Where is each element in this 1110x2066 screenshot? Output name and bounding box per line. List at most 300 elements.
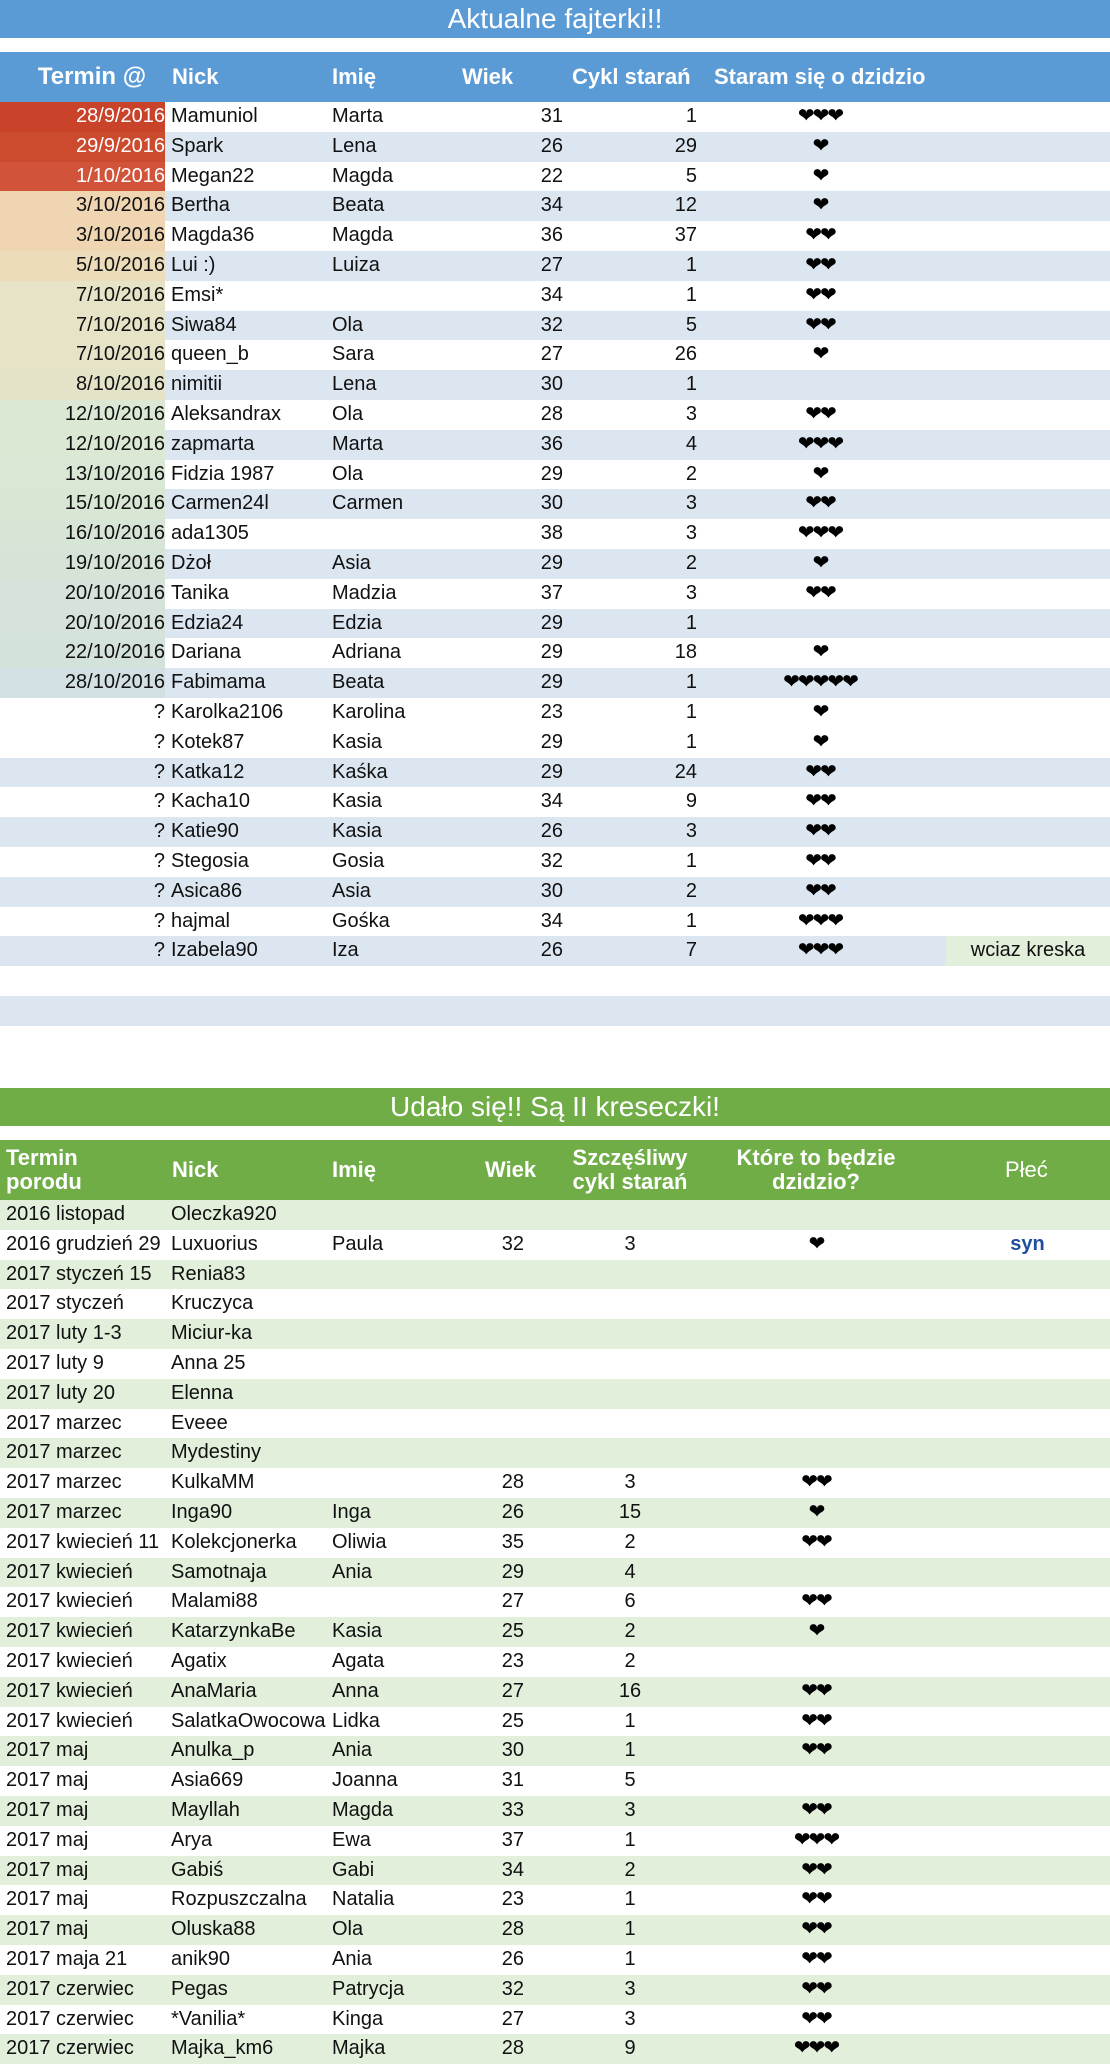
due-date-cell: 2017 maj bbox=[6, 1739, 89, 1762]
name-cell: Lidka bbox=[332, 1709, 380, 1732]
cycle-cell: 18 bbox=[674, 641, 697, 664]
age-cell: 28 bbox=[501, 2037, 524, 2060]
cycle-cell: 5 bbox=[685, 164, 697, 187]
nick-cell: Oluska88 bbox=[171, 1918, 256, 1941]
due-date-cell: 2017 maj bbox=[6, 1798, 89, 1821]
header-wiek: Wiek bbox=[485, 1157, 537, 1182]
nick-cell: Mydestiny bbox=[171, 1441, 262, 1464]
hearts-cell: ❤❤ bbox=[805, 581, 835, 604]
age-cell: 23 bbox=[501, 1649, 524, 1672]
name-cell: Joanna bbox=[332, 1769, 398, 1792]
due-date-cell: 2017 kwiecień bbox=[6, 1649, 133, 1672]
table-row bbox=[0, 340, 1110, 370]
age-cell: 36 bbox=[540, 432, 563, 455]
date-cell: 7/10/2016 bbox=[0, 311, 165, 341]
hearts-cell: ❤❤❤ bbox=[797, 105, 843, 127]
success-table bbox=[0, 1200, 1110, 2064]
cycle-cell: 1 bbox=[624, 1918, 636, 1941]
due-date-cell: 2017 czerwiec bbox=[6, 2007, 134, 2030]
name-cell: Beata bbox=[332, 671, 385, 694]
name-cell: Kasia bbox=[332, 820, 383, 843]
name-cell: Kasia bbox=[332, 1620, 383, 1643]
nick-cell: Asia669 bbox=[171, 1769, 244, 1792]
section1-title: Aktualne fajterki!! bbox=[0, 0, 1110, 38]
table-row bbox=[0, 102, 1110, 132]
table-row bbox=[0, 1766, 1110, 1796]
due-date-cell: 2017 luty 20 bbox=[6, 1381, 115, 1404]
hearts-cell: ❤❤❤ bbox=[797, 939, 843, 962]
due-date-cell: 2017 maj bbox=[6, 1918, 89, 1941]
table-row bbox=[0, 162, 1110, 192]
hearts-cell: ❤❤ bbox=[801, 1977, 831, 2000]
table-row bbox=[0, 132, 1110, 162]
due-date-cell: 2017 czerwiec bbox=[6, 1977, 134, 2000]
table-row bbox=[0, 1826, 1110, 1856]
section2-title: Udało się!! Są II kreseczki! bbox=[0, 1088, 1110, 1126]
nick-cell: Agatix bbox=[171, 1649, 227, 1672]
cycle-cell: 5 bbox=[624, 1769, 636, 1792]
cycle-cell: 1 bbox=[624, 1709, 636, 1732]
table-row bbox=[0, 549, 1110, 579]
table-row bbox=[0, 2034, 1110, 2064]
hearts-cell: ❤❤ bbox=[801, 2007, 831, 2030]
nick-cell: KulkaMM bbox=[171, 1471, 255, 1494]
nick-cell: Asica86 bbox=[171, 879, 243, 902]
age-cell: 27 bbox=[540, 343, 563, 366]
nick-cell: Bertha bbox=[171, 194, 230, 217]
nick-cell: hajmal bbox=[171, 909, 230, 932]
nick-cell: Samotnaja bbox=[171, 1560, 267, 1583]
name-cell: Luiza bbox=[332, 253, 380, 276]
due-date-cell: 2017 maj bbox=[6, 1858, 89, 1881]
table-row bbox=[0, 758, 1110, 788]
date-cell: 13/10/2016 bbox=[0, 460, 165, 490]
hearts-cell: ❤❤ bbox=[801, 1918, 831, 1941]
nick-cell: Eveee bbox=[171, 1411, 228, 1434]
due-date-cell: 2017 czerwiec bbox=[6, 2037, 134, 2060]
table-row bbox=[0, 1796, 1110, 1826]
age-cell: 34 bbox=[540, 283, 563, 306]
hearts-cell: ❤❤ bbox=[801, 1709, 831, 1732]
age-cell: 25 bbox=[501, 1709, 524, 1732]
nick-cell: Karolka2106 bbox=[171, 700, 284, 723]
nick-cell: KatarzynkaBe bbox=[171, 1620, 296, 1643]
hearts-cell: ❤ bbox=[812, 343, 828, 366]
table-row bbox=[0, 847, 1110, 877]
name-cell: Asia bbox=[332, 879, 371, 902]
cycle-cell: 1 bbox=[685, 611, 697, 634]
cycle-cell: 1 bbox=[685, 253, 697, 276]
due-date-cell: 2017 kwiecień bbox=[6, 1560, 133, 1583]
name-cell: Marta bbox=[332, 432, 384, 455]
age-cell: 22 bbox=[540, 164, 563, 187]
age-cell: 37 bbox=[540, 581, 563, 604]
age-cell: 26 bbox=[540, 134, 563, 157]
age-cell: 31 bbox=[501, 1769, 524, 1792]
due-date-cell: 2017 styczeń bbox=[6, 1292, 124, 1315]
age-cell: 27 bbox=[501, 1679, 524, 1702]
hearts-cell: ❤ bbox=[812, 164, 828, 187]
table-row bbox=[0, 1587, 1110, 1617]
table-row bbox=[0, 1260, 1110, 1290]
hearts-cell: ❤❤ bbox=[805, 492, 835, 515]
age-cell: 26 bbox=[540, 820, 563, 843]
table-row bbox=[0, 489, 1110, 519]
table-row bbox=[0, 1707, 1110, 1737]
date-cell: 20/10/2016 bbox=[0, 579, 165, 609]
cycle-cell: 3 bbox=[685, 492, 697, 515]
hearts-cell: ❤❤❤ bbox=[793, 1828, 839, 1851]
nick-cell: Fidzia 1987 bbox=[171, 462, 275, 485]
nick-cell: Mayllah bbox=[171, 1798, 240, 1821]
cycle-cell: 9 bbox=[685, 790, 697, 813]
age-cell: 30 bbox=[540, 492, 563, 515]
date-cell: 22/10/2016 bbox=[0, 638, 165, 668]
age-cell: 23 bbox=[540, 700, 563, 723]
name-cell: Magda bbox=[332, 164, 394, 187]
due-date-cell: 2017 marzec bbox=[6, 1500, 122, 1523]
hearts-cell: ❤ bbox=[808, 1620, 824, 1643]
table-row bbox=[0, 609, 1110, 639]
table-row bbox=[0, 519, 1110, 549]
hearts-cell: ❤❤❤❤❤ bbox=[783, 671, 857, 694]
header-imie: Imię bbox=[332, 64, 377, 89]
table-row bbox=[0, 400, 1110, 430]
cycle-cell: 4 bbox=[685, 432, 697, 455]
nick-cell: Tanika bbox=[171, 581, 229, 604]
nick-cell: Renia83 bbox=[171, 1262, 246, 1285]
date-cell: 29/9/2016 bbox=[0, 132, 165, 162]
date-cell: 28/9/2016 bbox=[0, 102, 165, 132]
header-staram: Staram się o dzidzio bbox=[714, 64, 926, 89]
date-cell: ? bbox=[153, 849, 165, 872]
name-cell: Lena bbox=[332, 373, 377, 396]
age-cell: 27 bbox=[540, 253, 563, 276]
name-cell: Edzia bbox=[332, 611, 383, 634]
due-date-cell: 2017 luty 9 bbox=[6, 1351, 104, 1374]
header-termin: Termin @ bbox=[37, 63, 147, 90]
cycle-cell: 1 bbox=[624, 1828, 636, 1851]
date-cell: 15/10/2016 bbox=[0, 489, 165, 519]
table-row bbox=[0, 1915, 1110, 1945]
date-cell: 7/10/2016 bbox=[0, 281, 165, 311]
table-row bbox=[0, 996, 1110, 1026]
nick-cell: Carmen24l bbox=[171, 492, 269, 515]
cycle-cell: 7 bbox=[685, 939, 697, 962]
hearts-cell: ❤❤ bbox=[801, 1471, 831, 1494]
cycle-cell: 3 bbox=[685, 402, 697, 425]
nick-cell: Fabimama bbox=[171, 671, 266, 694]
hearts-cell: ❤❤ bbox=[801, 1858, 831, 1881]
header-imie: Imię bbox=[332, 1157, 377, 1182]
age-cell: 29 bbox=[540, 611, 563, 634]
age-cell: 37 bbox=[501, 1828, 524, 1851]
table-row bbox=[0, 787, 1110, 817]
due-date-cell: 2017 maj bbox=[6, 1828, 89, 1851]
hearts-cell: ❤ bbox=[812, 462, 828, 485]
table-row bbox=[0, 1885, 1110, 1915]
header-wiek: Wiek bbox=[462, 64, 514, 89]
name-cell: Inga bbox=[332, 1500, 371, 1523]
name-cell: Sara bbox=[332, 343, 375, 366]
table-row bbox=[0, 1230, 1110, 1260]
cycle-cell: 2 bbox=[624, 1530, 636, 1553]
date-cell: ? bbox=[153, 700, 165, 723]
name-cell: Gabi bbox=[332, 1858, 375, 1881]
nick-cell: Kacha10 bbox=[171, 790, 250, 813]
age-cell: 30 bbox=[540, 373, 563, 396]
nick-cell: queen_b bbox=[171, 343, 249, 366]
hearts-cell: ❤❤ bbox=[805, 849, 835, 872]
fighters-table bbox=[0, 102, 1110, 1026]
nick-cell: Dżoł bbox=[171, 551, 212, 574]
due-date-cell: 2016 listopad bbox=[6, 1203, 125, 1225]
table-row bbox=[0, 370, 1110, 400]
hearts-cell: ❤ bbox=[812, 551, 828, 574]
hearts-cell: ❤❤ bbox=[801, 1798, 831, 1821]
nick-cell: Dariana bbox=[171, 641, 242, 664]
section1-header-row bbox=[0, 52, 1110, 102]
cycle-cell: 2 bbox=[624, 1620, 636, 1643]
date-cell: 16/10/2016 bbox=[0, 519, 165, 549]
age-cell: 29 bbox=[540, 730, 563, 753]
table-row bbox=[0, 1200, 1110, 1230]
age-cell: 29 bbox=[501, 1560, 524, 1583]
cycle-cell: 4 bbox=[624, 1560, 636, 1583]
age-cell: 34 bbox=[540, 909, 563, 932]
cycle-cell: 29 bbox=[674, 134, 697, 157]
age-cell: 33 bbox=[501, 1798, 524, 1821]
nick-cell: Rozpuszczalna bbox=[171, 1888, 307, 1911]
name-cell: Patrycja bbox=[332, 1977, 405, 2000]
name-cell: Lena bbox=[332, 134, 377, 157]
header-plec: Płeć bbox=[1005, 1157, 1048, 1182]
age-cell: 34 bbox=[540, 194, 563, 217]
hearts-cell: ❤ bbox=[808, 1500, 824, 1523]
due-date-cell: 2017 maj bbox=[6, 1888, 89, 1911]
date-cell: 1/10/2016 bbox=[0, 162, 165, 192]
age-cell: 35 bbox=[501, 1530, 524, 1553]
cycle-cell: 2 bbox=[685, 462, 697, 485]
nick-cell: SalatkaOwocowa bbox=[171, 1709, 326, 1732]
date-cell: ? bbox=[153, 760, 165, 783]
age-cell: 26 bbox=[501, 1947, 524, 1970]
table-row bbox=[0, 460, 1110, 490]
cycle-cell: 6 bbox=[624, 1590, 636, 1613]
due-date-cell: 2017 kwiecień 11 bbox=[6, 1530, 160, 1553]
hearts-cell: ❤❤ bbox=[805, 224, 835, 247]
cycle-cell: 2 bbox=[685, 879, 697, 902]
row-background bbox=[702, 1438, 1110, 1468]
nick-cell: ada1305 bbox=[171, 522, 249, 545]
name-cell: Asia bbox=[332, 551, 371, 574]
nick-cell: Pegas bbox=[171, 1977, 228, 2000]
age-cell: 23 bbox=[501, 1888, 524, 1911]
nick-cell: zapmarta bbox=[171, 432, 255, 455]
cycle-cell: 12 bbox=[674, 194, 697, 217]
age-cell: 28 bbox=[540, 402, 563, 425]
cycle-cell: 3 bbox=[624, 1798, 636, 1821]
age-cell: 28 bbox=[501, 1471, 524, 1494]
cycle-cell: 1 bbox=[685, 730, 697, 753]
hearts-cell: ❤ bbox=[812, 730, 828, 753]
due-date-cell: 2016 grudzień 29 bbox=[6, 1232, 161, 1255]
row-background bbox=[702, 1200, 1110, 1230]
due-date-cell: 2017 luty 1-3 bbox=[6, 1322, 122, 1345]
age-cell: 25 bbox=[501, 1620, 524, 1643]
nick-cell: Megan22 bbox=[171, 164, 255, 187]
nick-cell: Kotek87 bbox=[171, 730, 245, 753]
cycle-cell: 1 bbox=[685, 700, 697, 723]
nick-cell: Luxuorius bbox=[171, 1232, 258, 1255]
table-row bbox=[0, 966, 1110, 996]
hearts-cell: ❤❤ bbox=[801, 1530, 831, 1553]
name-cell: Kasia bbox=[332, 730, 383, 753]
name-cell: Ola bbox=[332, 1918, 364, 1941]
nick-cell: Inga90 bbox=[171, 1500, 233, 1523]
cycle-cell: 5 bbox=[685, 313, 697, 336]
cycle-cell: 3 bbox=[624, 1977, 636, 2000]
name-cell: Ola bbox=[332, 462, 364, 485]
table-row bbox=[0, 877, 1110, 907]
row-background bbox=[702, 1319, 1110, 1349]
table-row bbox=[0, 1558, 1110, 1588]
name-cell: Oliwia bbox=[332, 1530, 387, 1553]
date-cell: 3/10/2016 bbox=[0, 221, 165, 251]
name-cell: Karolina bbox=[332, 700, 406, 723]
cycle-cell: 3 bbox=[685, 820, 697, 843]
date-cell: 8/10/2016 bbox=[0, 370, 165, 400]
table-row bbox=[0, 1945, 1110, 1975]
table-row bbox=[0, 1319, 1110, 1349]
date-cell: ? bbox=[153, 939, 165, 962]
cycle-cell: 3 bbox=[624, 1471, 636, 1494]
date-cell: ? bbox=[153, 790, 165, 813]
nick-cell: Katka12 bbox=[171, 760, 245, 783]
name-cell: Magda bbox=[332, 224, 394, 247]
nick-cell: nimitii bbox=[171, 373, 223, 396]
age-cell: 29 bbox=[540, 462, 563, 485]
due-date-cell: 2017 kwiecień bbox=[6, 1709, 133, 1732]
name-cell: Gosia bbox=[332, 849, 385, 872]
hearts-cell: ❤❤ bbox=[805, 313, 835, 336]
age-cell: 29 bbox=[540, 551, 563, 574]
name-cell: Agata bbox=[332, 1649, 385, 1672]
table-row bbox=[0, 311, 1110, 341]
cycle-cell: 9 bbox=[624, 2037, 636, 2060]
name-cell: Magda bbox=[332, 1798, 394, 1821]
cycle-cell: 3 bbox=[624, 1232, 636, 1255]
header-termin-porodu: Termin porodu bbox=[6, 1145, 82, 1194]
date-cell: 12/10/2016 bbox=[0, 400, 165, 430]
table-row bbox=[0, 430, 1110, 460]
cycle-cell: 16 bbox=[618, 1679, 642, 1702]
table-row bbox=[0, 817, 1110, 847]
date-cell: 28/10/2016 bbox=[0, 668, 165, 698]
cycle-cell: 1 bbox=[685, 283, 697, 306]
age-cell: 30 bbox=[540, 879, 563, 902]
name-cell: Kasia bbox=[332, 790, 383, 813]
name-cell: Ewa bbox=[332, 1828, 371, 1851]
hearts-cell: ❤ bbox=[812, 641, 828, 664]
hearts-cell: ❤ bbox=[812, 134, 828, 157]
header-ktore-dzidzio: Które to będzie dzidzio? bbox=[736, 1145, 896, 1194]
age-cell: 27 bbox=[501, 1590, 524, 1613]
nick-cell: anik90 bbox=[171, 1947, 230, 1970]
hearts-cell: ❤❤ bbox=[801, 1679, 831, 1702]
header-cykl: Cykl starań bbox=[572, 64, 691, 89]
age-cell: 28 bbox=[501, 1918, 524, 1941]
cycle-cell: 15 bbox=[618, 1500, 642, 1523]
age-cell: 32 bbox=[501, 1977, 524, 2000]
name-cell: Majka bbox=[332, 2037, 386, 2060]
nick-cell: AnaMaria bbox=[171, 1679, 257, 1702]
age-cell: 38 bbox=[540, 522, 563, 545]
due-date-cell: 2017 maja 21 bbox=[6, 1947, 128, 1970]
table-row bbox=[0, 1647, 1110, 1677]
age-cell: 34 bbox=[501, 1858, 524, 1881]
nick-cell: Anulka_p bbox=[171, 1739, 255, 1762]
nick-cell: Magda36 bbox=[171, 224, 255, 247]
hearts-cell: ❤❤ bbox=[805, 283, 835, 306]
table-row bbox=[0, 1468, 1110, 1498]
nick-cell: Elenna bbox=[171, 1381, 234, 1404]
date-cell: 20/10/2016 bbox=[0, 609, 165, 639]
name-cell: Beata bbox=[332, 194, 385, 217]
hearts-cell: ❤❤ bbox=[801, 1739, 831, 1762]
due-date-cell: 2017 kwiecień bbox=[6, 1620, 133, 1643]
table-row bbox=[0, 281, 1110, 311]
nick-cell: Malami88 bbox=[171, 1590, 258, 1613]
date-cell: 12/10/2016 bbox=[0, 430, 165, 460]
hearts-cell: ❤❤ bbox=[801, 1590, 831, 1613]
table-row bbox=[0, 638, 1110, 668]
table-row bbox=[0, 251, 1110, 281]
nick-cell: Oleczka920 bbox=[171, 1203, 277, 1225]
nick-cell: Anna 25 bbox=[171, 1351, 246, 1374]
hearts-cell: ❤ bbox=[812, 700, 828, 723]
name-cell: Paula bbox=[332, 1232, 384, 1255]
nick-cell: Kruczyca bbox=[171, 1292, 254, 1315]
date-cell: 7/10/2016 bbox=[0, 340, 165, 370]
table-row bbox=[0, 1349, 1110, 1379]
table-row bbox=[0, 579, 1110, 609]
date-cell: ? bbox=[153, 730, 165, 753]
name-cell: Adriana bbox=[332, 641, 401, 664]
cycle-cell: 1 bbox=[685, 849, 697, 872]
table-row bbox=[0, 936, 1110, 966]
hearts-cell: ❤❤ bbox=[805, 820, 835, 843]
age-cell: 26 bbox=[540, 939, 563, 962]
nick-cell: Izabela90 bbox=[171, 939, 258, 962]
date-cell: ? bbox=[153, 909, 165, 932]
age-cell: 34 bbox=[540, 790, 563, 813]
nick-cell: Majka_km6 bbox=[171, 2037, 274, 2060]
name-cell: Natalia bbox=[332, 1888, 395, 1911]
cycle-cell: 1 bbox=[685, 373, 697, 396]
cycle-cell: 1 bbox=[624, 1947, 636, 1970]
cycle-cell: 37 bbox=[674, 224, 697, 247]
table-row bbox=[0, 1289, 1110, 1319]
cycle-cell: 1 bbox=[685, 105, 697, 127]
date-cell: 19/10/2016 bbox=[0, 549, 165, 579]
age-cell: 29 bbox=[540, 641, 563, 664]
date-cell: 5/10/2016 bbox=[0, 251, 165, 281]
age-cell: 31 bbox=[540, 105, 563, 127]
table-row bbox=[0, 1379, 1110, 1409]
row-background bbox=[702, 1558, 1110, 1588]
name-cell: Anna bbox=[332, 1679, 379, 1702]
